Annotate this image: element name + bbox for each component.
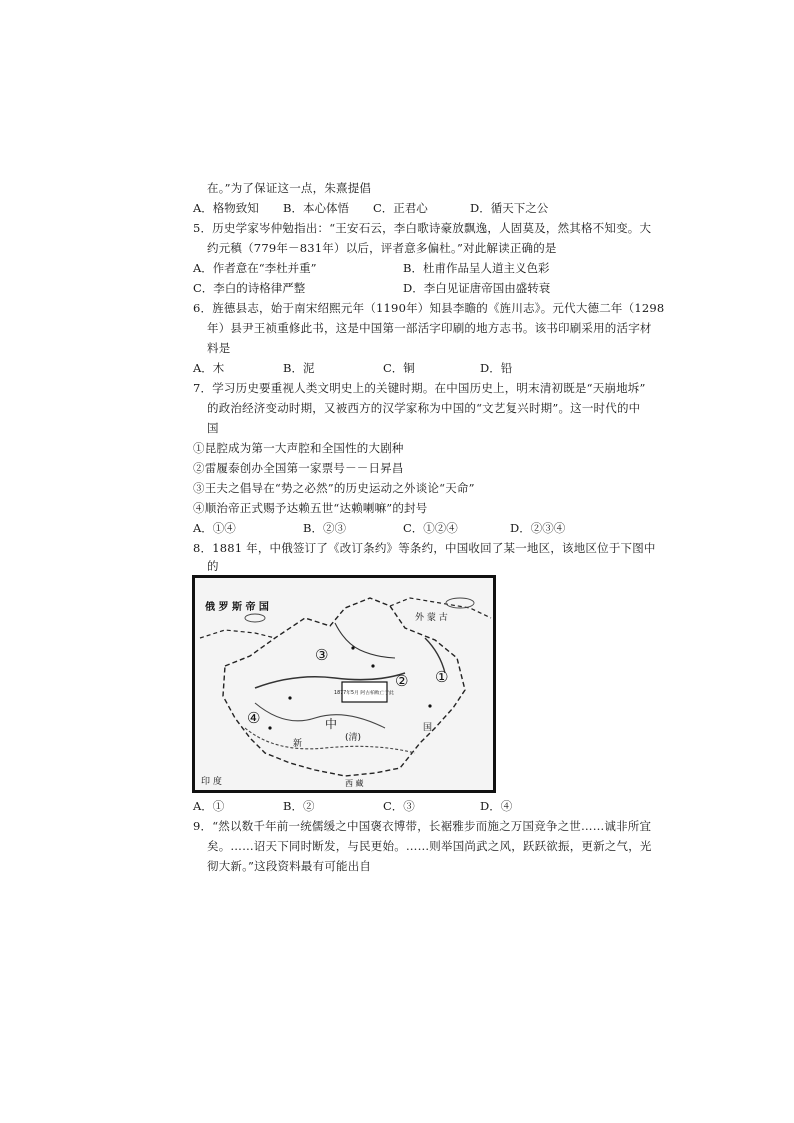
q6-option-c: C．铜: [383, 361, 415, 375]
q5-option-c: C．李白的诗格律严整: [193, 281, 306, 295]
label-outer-mongolia: 外 蒙 古: [415, 613, 448, 623]
q5-line-2: 约元稹（779年－831年）以后，评者意多偏杜。”对此解读正确的是: [207, 241, 557, 255]
q7-option-b: B．②③: [303, 521, 346, 535]
q9-line-2: 矣。……诏天下同时断发，与民更始。……则举国尚武之风，跃跃欲振，更新之气，光: [207, 839, 652, 853]
q6-line-3: 料是: [207, 341, 231, 355]
q8-option-c: C．③: [383, 799, 415, 813]
label-qing: (清): [345, 733, 362, 743]
q8-option-a: A．①: [193, 799, 225, 813]
q7-line-2: 的政治经济变动时期，又被西方的汉学家称为中国的“文艺复兴时期”。这一时代的中: [207, 401, 641, 415]
map-marker-4: ④: [247, 709, 261, 727]
kunlun-line: [245, 728, 415, 753]
q5-option-b: B．杜甫作品呈人道主义色彩: [403, 261, 550, 275]
q5-line-1: 5．历史学家岑仲勉指出：“王安石云，李白歌诗豪放飘逸，人固莫及，然其格不知变。大: [193, 221, 652, 235]
label-zhong: 中: [325, 717, 338, 731]
q7-line-3: 国: [207, 421, 219, 435]
label-russia: 俄 罗 斯 帝 国: [205, 602, 269, 613]
q9-line-1: 9．“然以数千年前一统儒缓之中国褒衣博带，长裾雅步而施之万国竞争之世……诚非所宜: [193, 819, 652, 833]
label-xin: 新: [293, 739, 303, 749]
q5-option-a: A．作者意在“李杜并重”: [193, 261, 317, 275]
q8-option-d: D．④: [480, 799, 513, 813]
q7-option-c: C．①②④: [403, 521, 458, 535]
q4-continuation: 在。”为了保证这一点，朱熹提倡: [207, 181, 372, 195]
q7-line-1: 7．学习历史要重视人类文明史上的关键时期。在中国历史上，明末清初既是“天崩地坼”: [193, 381, 646, 395]
q7-item-1: ①昆腔成为第一大声腔和全国性的大剧种: [193, 441, 404, 455]
river-line: [255, 703, 385, 728]
q4-option-b: B．本心体悟: [283, 201, 349, 215]
label-1877: 1877年5月 阿古柏败亡于此: [334, 691, 394, 696]
q6-line-2: 年）县尹王祯重修此书，这是中国第一部活字印刷的地方志书。该书印刷采用的活字材: [207, 321, 652, 335]
q8-option-b: B．②: [283, 799, 315, 813]
label-guo: 国: [423, 723, 433, 733]
q6-option-a: A．木: [193, 361, 225, 375]
q4-option-a: A．格物致知: [193, 201, 259, 215]
russia-border: [200, 630, 275, 638]
label-india: 印 度: [201, 777, 222, 787]
q7-option-a: A．①④: [193, 521, 236, 535]
map-graphic: [195, 578, 493, 790]
q7-item-4: ④顺治帝正式赐予达赖五世“达赖喇嘛”的封号: [193, 501, 428, 515]
historical-map: [192, 575, 496, 793]
q6-line-1: 6．旌德县志，始于南宋绍熙元年（1190年）知县李瞻的《旌川志》。元代大德二年（1298: [193, 301, 665, 315]
altai-line: [335, 623, 395, 658]
q5-option-d: D．李白见证唐帝国由盛转衰: [403, 281, 551, 295]
label-tibet: 西 藏: [345, 779, 364, 788]
place-dot: [351, 646, 354, 649]
map-marker-3: ③: [315, 646, 329, 664]
map-marker-1: ①: [435, 668, 449, 686]
place-dot: [428, 704, 431, 707]
q6-option-b: B．泥: [283, 361, 315, 375]
q8-line-2: 的: [207, 559, 219, 573]
q4-option-c: C．正君心: [373, 201, 428, 215]
q7-option-d: D．②③④: [510, 521, 566, 535]
q9-line-3: 彻大新。”这段资料最有可能出自: [207, 859, 372, 873]
place-dot: [268, 726, 271, 729]
q6-option-d: D．铅: [480, 361, 513, 375]
q7-item-3: ③王夫之倡导在“势之必然”的历史运动之外谈论“天命”: [193, 481, 475, 495]
q8-line-1: 8．1881 年，中俄签订了《改订条约》等条约，中国收回了某一地区，该地区位于下图中: [193, 541, 656, 555]
q4-option-d: D．循天下之公: [470, 201, 549, 215]
place-dot: [371, 664, 374, 667]
lake-balkhash: [245, 614, 265, 622]
place-dot: [288, 696, 291, 699]
map-marker-2: ②: [395, 672, 409, 690]
q7-item-2: ②雷履泰创办全国第一家票号－－日昇昌: [193, 461, 404, 475]
